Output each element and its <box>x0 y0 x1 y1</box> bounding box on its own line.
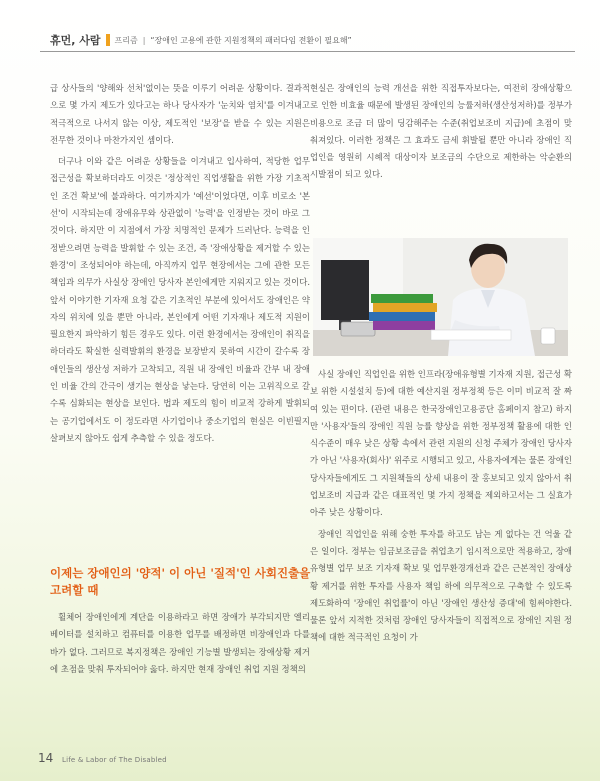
right-paragraph-2: 사실 장애인 직업인을 위한 인프라(장애유형별 기자재 지원, 접근성 확보 위한 시설설치 등)에 대한 예산지원 정부정책 등은 이미 비교적 잘 짜여 있는 편이다. (관련 내용은 한국장애인고용공단 홈페이지 참고) 하지만 '사용자'들의 장애인 직원 능률 향상을 위한 정부정책 활용에 대한 인식수준이 매우 낮은 상황 속에서 관련 지원의 신청 주체가 장애인 당사자가 아닌 '사용자(회사)' 위주로 시행되고 있고, 사용자에게는 물론 장애인 당사자들에게도 그 지원책들의 상세 내용이 잘 홍보되고 있지 않아서 취업보조비 지급과 같은 대표적인 몇 가지 정책을 제외하고서는 그 실효가 아주 낮은 상황이다. <box>310 369 572 518</box>
page-number: 14 <box>38 751 54 765</box>
right-column-bottom <box>310 366 572 651</box>
photo-illustration <box>313 238 568 356</box>
left-column-bottom <box>50 609 310 682</box>
accent-bar <box>106 34 110 46</box>
right-paragraph-1: 현실은 장애인의 능력 개선을 위한 직접투자보다는, 여전히 장애상황으로 인한 비효율 때문에 발생된 장애인의 능률저하(생산성저하)를 정부가 비용으로 조금 더 많이 딩감해주는 수준(취업보조비 지급)에 초점이 맞춰져있다. 이러한 정책은 그 효과도 금세 휘발될 뿐만 아니라 장애인 직업인을 영원히 시혜적 대상이자 보조금의 수단으로 제한하는 악순환의 시발점이 되고 있다. <box>310 83 572 180</box>
series-label: 프리즘 <box>114 35 138 45</box>
magazine-title: Life & Labor of The Disabled <box>62 756 167 764</box>
left-paragraph-1: 급 상사들의 '양해와 선처'없이는 뜻을 이루기 어려운 상황이다. 결과적으로 몇 가지 제도가 있다고는 하나 당사자가 '눈치와 염치'를 이겨내고 적극적으로 나서지 않는 이상, 제도적인 '보장'을 받을 수 있는 지원은 전무한 것이나 마찬가지인 셈이다. <box>50 83 310 145</box>
office-worker-photo <box>313 238 568 356</box>
header-separator: | <box>142 35 146 45</box>
left-column <box>50 80 310 451</box>
header-rule <box>40 51 575 52</box>
section-subheading: 이제는 장애인의 '양적' 이 아닌 '질적'인 사회진출을 고려할 때 <box>50 566 311 597</box>
section-title: 휴먼, 사람 <box>50 34 101 47</box>
article-subject: “장애인 고용에 관한 지원정책의 패러다임 전환이 필요해” <box>150 35 352 45</box>
page-header <box>50 30 570 50</box>
right-column-top <box>310 80 572 188</box>
left-paragraph-3: 휠체어 장애인에게 계단을 이용하라고 하면 장애가 부각되지만 엘리베이터를 설치하고 컴퓨터를 이용한 업무를 배정하면 비장애인과 다를 바가 없다. 그러므로 복지정책은 장애인 기능별 발생되는 장애상황 제거에 초점을 맞춰 투자되어야 옳다. 하지만 현재 장애인 취업 지원 정책의 <box>50 612 310 674</box>
left-paragraph-2: 더구나 이와 같은 어려운 상황들을 이겨내고 입사하여, 적당한 업무 접근성을 확보하더라도 이것은 '정상적인 직업생활을 위한 가장 기초적인 조건 확보'에 불과하다. 여기까지가 '예선'이었다면, 이후 비로소 '본선'이 시작되는데 장애유무와 상관없이 '능력'을 인정받는 것이 바로 그것이다. 하지만 이 지점에서 가장 치명적인 문제가 드러난다. 능력을 인정받으려면 능력을 발휘할 수 있는 조건, 즉 '장애상황을 제거할 수 있는 환경'이 조성되어야 하는데, 아직까지 업무 현장에서는 그에 관한 모든 책임과 의무가 사실상 장애인 당사자 본인에게만 지워지고 있는 것이다. 앞서 이야기한 기자재 요청 같은 기초적인 부분에 있어서도 장애인은 약자의 위치에 있을 뿐만 아니라, 본인에게 어떤 기자재나 제도적 지원이 필요한지 파악하기 힘든 경우도 있다. 이런 환경에서는 장애인이 취직을 하더라도 확실한 실력발휘의 환경을 보장받지 못하여 시간이 갈수록 장애인들의 생산성 저하가 고착되고, 직원 내 장애인 비율과 간부 내 장애인 비율 간의 간극이 생기는 현상을 낳는다. 당연히 이는 고위직으로 갈수록 심화되는 현상을 보인다. 법과 제도의 힘이 비교적 강하게 발휘되는 공기업에서도 이 정도라면 사기업이나 중소기업의 현실은 이빈필지 살펴보지 않아도 쉽게 추측할 수 있을 정도다. <box>50 156 310 443</box>
right-paragraph-3: 장애인 직업인을 위해 숭한 투자를 하고도 남는 게 없다는 건 억울 같은 일이다. 정부는 임금보조금을 취업초기 임시적으로만 적용하고, 장애유형별 업무 보조 기자재 확보 및 업무환경개선과 같은 근본적인 장애상황 제거를 위한 투자를 사용자 책임 하에 의무적으로 구축할 수 있도록 제도화하여 '장애인 취업률'이 아닌 '장애인 생산성 증대'에 힘써야한다. 물론 앞서 지적한 것처럼 장애인 당사자들이 직접적으로 장애인 지원 정책에 대한 적극적인 요청이 가 <box>310 528 572 643</box>
